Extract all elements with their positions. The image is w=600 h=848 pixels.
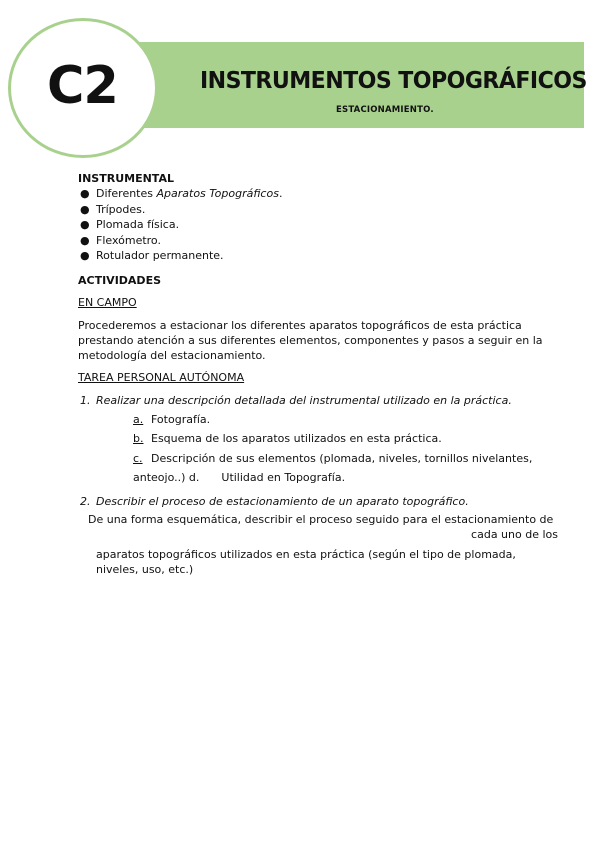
subitem-a: a. Fotografía. [133, 412, 211, 426]
instrumental-heading: INSTRUMENTAL [78, 172, 174, 185]
bullet-icon: ● [80, 249, 90, 263]
bullet-icon: ● [80, 187, 90, 200]
en-campo-paragraph: Procederemos a estacionar los diferentes aparatos topográficos de esta práctica prestando atención a sus diferentes elementos, componentes y pasos a seguir en la metodología del estacionamiento. [78, 318, 543, 362]
en-campo-heading: EN CAMPO [78, 295, 137, 309]
task-2: 2. Describir el proceso de estacionamiento de un aparato topográfico. [80, 494, 469, 508]
actividades-heading: ACTIVIDADES [78, 273, 161, 287]
task-2-line4: niveles, uso, etc.) [96, 562, 194, 576]
instrumental-list [78, 186, 578, 264]
list-item: ● Trípodes. [80, 202, 146, 216]
bullet-icon: ● [80, 202, 90, 216]
subitem-d: Utilidad en Topografía. [221, 471, 346, 485]
subitem-c: c. Descripción de sus elementos (plomada, niveles, tornillos nivelantes, [133, 451, 533, 465]
document-body [78, 171, 578, 577]
list-item: ● Rotulador permanente. [80, 249, 224, 263]
page-title: INSTRUMENTOS TOPOGRÁFICOS [200, 66, 587, 94]
task-2-line2: cada uno de los [471, 527, 558, 541]
list-item: ● Diferentes Aparatos Topográficos. [80, 187, 283, 200]
page-subtitle: ESTACIONAMIENTO. [336, 105, 434, 115]
subitem-c-continuation: anteojo..) d. Utilidad en Topografía. [133, 471, 346, 485]
list-item: ● Plomada física. [80, 218, 180, 232]
list-item: ● Flexómetro. [80, 233, 161, 247]
chapter-code: C2 [47, 56, 118, 116]
tarea-heading: TAREA PERSONAL AUTÓNOMA [78, 370, 245, 384]
task-2-line3: aparatos topográficos utilizados en esta práctica (según el tipo de plomada, [96, 547, 516, 561]
task-1-subitems [78, 410, 578, 488]
bullet-icon: ● [80, 218, 90, 232]
subitem-b: b. Esquema de los aparatos utilizados en esta práctica. [133, 432, 442, 446]
task-1: 1. Realizar una descripción detallada del instrumental utilizado en la práctica. [80, 393, 512, 407]
task-2-line1: De una forma esquemática, describir el proceso seguido para el estacionamiento de [88, 512, 554, 526]
bullet-icon: ● [80, 233, 90, 247]
